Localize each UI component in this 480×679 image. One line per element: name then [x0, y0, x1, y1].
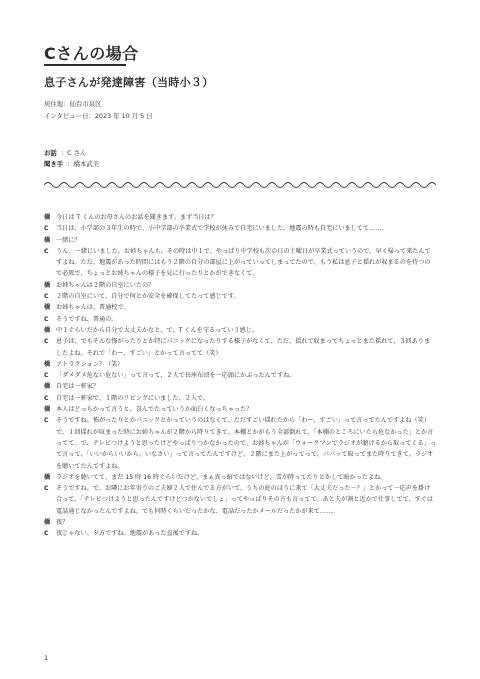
utterance-text: ラジオを聴いてて、まだ 15 時 16 時ぐらいだけど、まぁ真っ暗ではないけど、雪が降ってたりとかして暗かったよね。	[56, 473, 387, 481]
utterance-text: お姉ちゃんは２階の自室にいたの？	[56, 281, 155, 289]
utterance-text: 自宅は一軒家？	[56, 383, 99, 391]
utterance-text: 一緒に？	[56, 236, 81, 244]
utterance-text: うん、一緒にいました。お姉ちゃんも、その時は中１で、やっぱり中学校も次の日の土曜日が卒業式っていうので、早く帰って来たんですよね。ただ、地震があった時間にはもう２階の自分の部屋に上がっていってしまってたので、もう私は息子と揺れが収まるのを待つので必死で、ちょっとお姉ちゃんの様子を見に行ったりとかができなくて。	[56, 247, 431, 278]
dialogue-line	[44, 370, 436, 381]
dialogue-line	[44, 291, 436, 302]
speaker-label: 橋	[44, 406, 51, 414]
utterance-text: 当日は、小学部の３年生の時で、小中学部の卒業式で学校が休みで自宅にいました。地震の時も自宅にいましてて……。	[56, 225, 388, 233]
dialogue-line	[44, 314, 436, 325]
credit-label: お話	[44, 149, 57, 157]
utterance-text: アトラクション？（笑）	[56, 360, 124, 368]
speaker-label: C	[44, 372, 49, 380]
utterance-text: 夜じゃない、夕方ですね。地震があった直後ですね。	[56, 530, 204, 538]
speaker-label: 橋	[44, 326, 51, 334]
credit-value: C さん	[67, 149, 87, 157]
speaker-label: C	[44, 485, 49, 493]
utterance-text: お姉ちゃんは、普通校で。	[56, 304, 130, 312]
utterance-text: 本人はどっちかって言うと、喜んでたっていうか面白くなっちゃった？	[56, 406, 253, 414]
speaker-label: 橋	[44, 360, 51, 368]
speaker-label: 橋	[44, 304, 51, 312]
dialogue-line	[44, 235, 436, 246]
dialogue-line	[44, 528, 436, 539]
dialogue-line	[44, 483, 436, 517]
dialogue-line	[44, 280, 436, 291]
utterance-text: そうですね。怖がったりとかパニックとかっていうのはなくて。ただすごい揺れたから「わー、すごい」って言ってたんですよね（笑）で、１回揺れが収まった時にお姉ちゃんが２階から降りてきて、本棚とかがもう全部倒れて、「本棚のところにいたら危なかった」とか言ってて。で、テレビつけようと思ったけどやっぱりつかなかったので、お姉ちゃんが「ウォークマンでラジオが聴けるから取ってくる」って言って、「いいからいいから、いなさい」って言ってたんですけど、２階にまた上がってって、パパッて取ってまた降りてきて。ラジオを聴いてたんですよね。	[56, 417, 436, 470]
speaker-label: C	[44, 394, 49, 402]
utterance-text: ２階の自室にいて、自分で何とか安全を確保してたって感じです。	[56, 293, 240, 301]
dialogue-transcript	[44, 212, 436, 540]
credit-label: 聞き手	[44, 160, 64, 168]
dialogue-line	[44, 223, 436, 234]
utterance-text: 夜？	[56, 519, 69, 527]
speaker-label: 橋	[44, 473, 51, 481]
speaker-label: 橋	[44, 281, 51, 289]
dialogue-line	[44, 517, 436, 528]
dialogue-line	[44, 359, 436, 370]
dialogue-line	[44, 381, 436, 392]
credit-value: 橋本武美	[73, 160, 100, 168]
utterance-text: 今日は T くんのお母さんのお話を聞きます。まず当日は？	[56, 214, 217, 221]
dialogue-line	[44, 336, 436, 359]
residence-text: 居住地：仙台市泉区	[44, 100, 102, 108]
page-subtitle: 息子さんが発達障害（当時小３）	[44, 76, 214, 89]
wavy-divider	[44, 178, 436, 192]
speaker-label: C	[44, 315, 49, 323]
speaker-label: C	[44, 530, 49, 538]
utterance-text: 息子は、でもそんな怖がったりとか特にパニックになったりする様子がなくて、ただ、揺れて収まってちょっとまた揺れて、３回ありましたよね。それで「わー、すごい」とかって言ってて（笑）	[56, 338, 431, 357]
utterance-text: そうですね。で、お隣にお年寄りのご夫婦２人で住んでる方がいて、うちの庭のほうに来て「大丈夫だった－？」とかって一応声を掛け合って、「テレビつけようと思ったんですけどつかないでしょ」ってやっぱりその方も言ってて。あと夫が割と近かで仕事してて、すぐは電話通じなかったんですよね。でも何時くらいだったかな、電話だったかメールだったかが来て……。	[56, 485, 434, 515]
utterance-text: 「ダメダメ危ない危ない」って言って、２人で長座布団を一応頭にかぶったんですね。	[56, 372, 296, 380]
utterance-text: そうですね、普通の。	[56, 315, 118, 323]
speaker-label: 橋	[44, 236, 51, 244]
page-title: Cさんの場合	[44, 44, 139, 63]
speaker-label: C	[44, 247, 49, 255]
dialogue-line	[44, 404, 436, 415]
dialogue-line	[44, 212, 436, 223]
page-number: 1	[44, 654, 49, 662]
speaker-label: 橋	[44, 519, 51, 527]
speaker-label: C	[44, 225, 49, 233]
speaker-label: 橋	[44, 383, 51, 391]
title-underline	[44, 64, 126, 66]
utterance-text: 自宅は一軒家で、１階のリビングにいました、２人で。	[56, 394, 210, 402]
dialogue-line	[44, 472, 436, 483]
utterance-text: 中１ぐらいだから自分で大丈夫かなと。で、T くんを守るっていう感じ。	[56, 326, 259, 334]
dialogue-line	[44, 246, 436, 280]
credit-speaker: お話 ：C さん	[44, 149, 87, 157]
speaker-label: C	[44, 293, 49, 301]
credit-interviewer: 聞き手 ：橋本武美	[44, 160, 100, 168]
dialogue-line	[44, 325, 436, 336]
dialogue-line	[44, 415, 436, 471]
dialogue-line	[44, 302, 436, 313]
dialogue-line	[44, 393, 436, 404]
speaker-label: C	[44, 417, 49, 425]
speaker-label: 橋	[44, 214, 51, 221]
speaker-label: C	[44, 338, 49, 346]
interview-date-text: インタビュー日：2023 年 10 月 5 日	[44, 112, 153, 120]
